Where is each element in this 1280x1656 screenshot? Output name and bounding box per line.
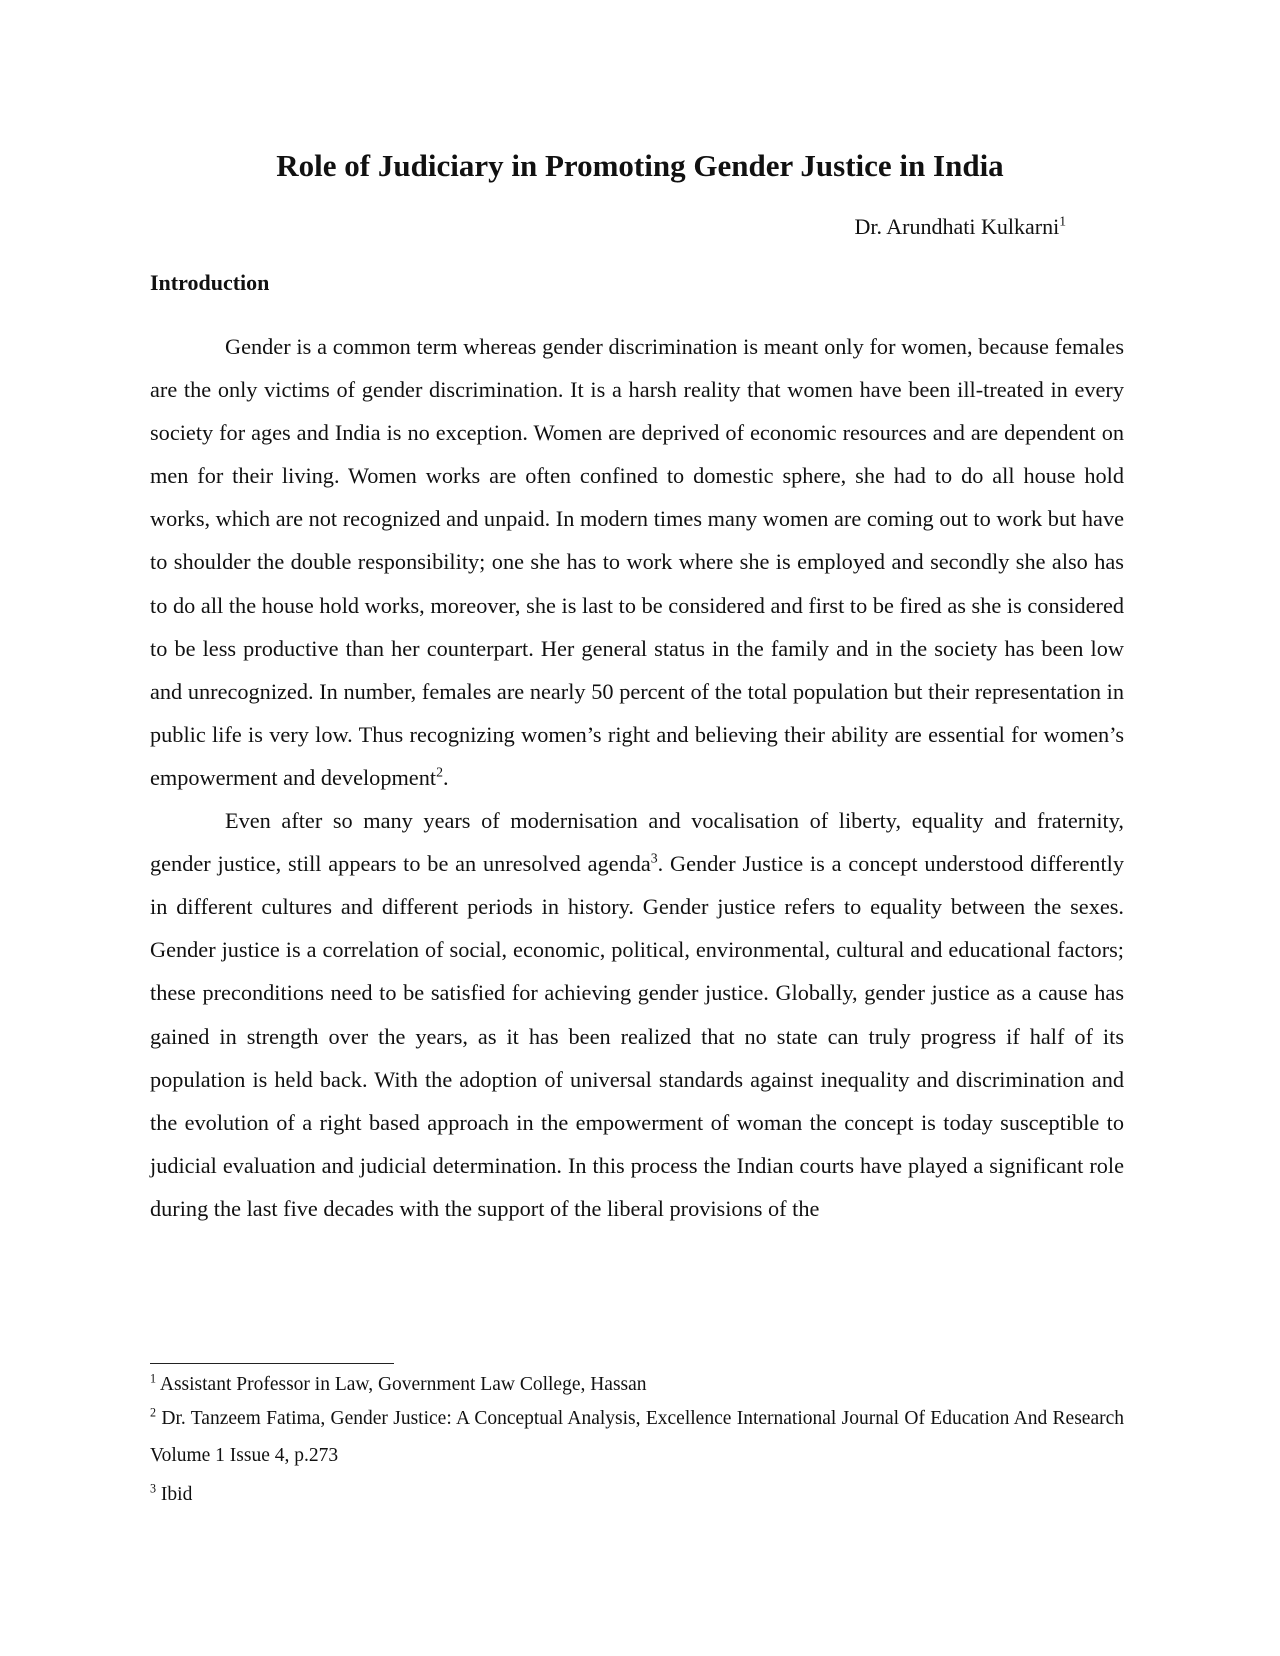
footnote-1 xyxy=(150,1372,1124,1398)
author-name: Dr. Arundhati Kulkarni xyxy=(854,214,1060,239)
author-line xyxy=(854,212,1066,242)
footnotes xyxy=(150,1372,1124,1508)
paragraph-2 xyxy=(150,799,1124,1230)
footnote-2-number: 2 xyxy=(150,1405,157,1420)
footnote-2 xyxy=(150,1400,1124,1474)
paragraph-2-text-b: . Gender Justice is a concept understood differently in different cultures and different periods in history. Gender justice refers to equality between the sexes. Gender justice is a correlation of social, economic, political, environmental, cultural and educational factors; these preconditions need to be satisfied for achieving gender justice. Globally, gender justice as a cause has gained in strength over the years, as it has been realized that no state can truly progress if half of its population is held back. With the adoption of universal standards against inequality and discrimination and the evolution of a right based approach in the empowerment of woman the concept is today susceptible to judicial evaluation and judicial determination. In this process the Indian courts have played a significant role during the last five decades with the support of the liberal provisions of the xyxy=(150,851,1124,1221)
body-text xyxy=(150,325,1124,1230)
footnote-1-text: Assistant Professor in Law, Government Law College, Hassan xyxy=(159,1374,647,1395)
footnote-3-number: 3 xyxy=(150,1481,157,1496)
paragraph-1 xyxy=(150,325,1124,799)
paragraph-1-end: . xyxy=(442,764,449,790)
footnote-3-text: Ibid xyxy=(160,1484,193,1505)
footnote-2-text: Dr. Tanzeem Fatima, Gender Justice: A Conceptual Analysis, Excellence International Journal Of Education And Research Volume 1 Issue 4, p.273 xyxy=(150,1408,1124,1466)
footnote-ref-3: 3 xyxy=(650,850,658,866)
footnote-divider xyxy=(150,1363,394,1364)
footnote-ref-1: 1 xyxy=(1059,213,1066,229)
section-heading: Introduction xyxy=(150,270,270,295)
paragraph-2-text-a: Even after so many years of modernisation and vocalisation of liberty, equality and fraternity, gender justice, still appears to be an unresolved agenda xyxy=(150,808,1124,877)
page-title: Role of Judiciary in Promoting Gender Justice in India xyxy=(276,148,1004,183)
footnote-ref-2: 2 xyxy=(436,764,443,780)
paragraph-1-text: Gender is a common term whereas gender discrimination is meant only for women, because females are the only victims of gender discrimination. It is a harsh reality that women have been ill-treated in every society for ages and India is no exception. Women are deprived of economic resources and are dependent on men for their living. Women works are often confined to domestic sphere, she had to do all house hold works, which are not recognized and unpaid. In modern times many women are coming out to work but have to shoulder the double responsibility; one she has to work where she is employed and secondly she also has to do all the house hold works, moreover, she is last to be considered and first to be fired as she is considered to be less productive than her counterpart. Her general status in the family and in the society has been low and unrecognized. In number, females are nearly 50 percent of the total population but their representation in public life is very low. Thus recognizing women’s right and believing their ability are essential for women’s empowerment and development xyxy=(150,334,1124,790)
footnote-1-number: 1 xyxy=(150,1371,157,1386)
footnote-3 xyxy=(150,1482,1124,1508)
